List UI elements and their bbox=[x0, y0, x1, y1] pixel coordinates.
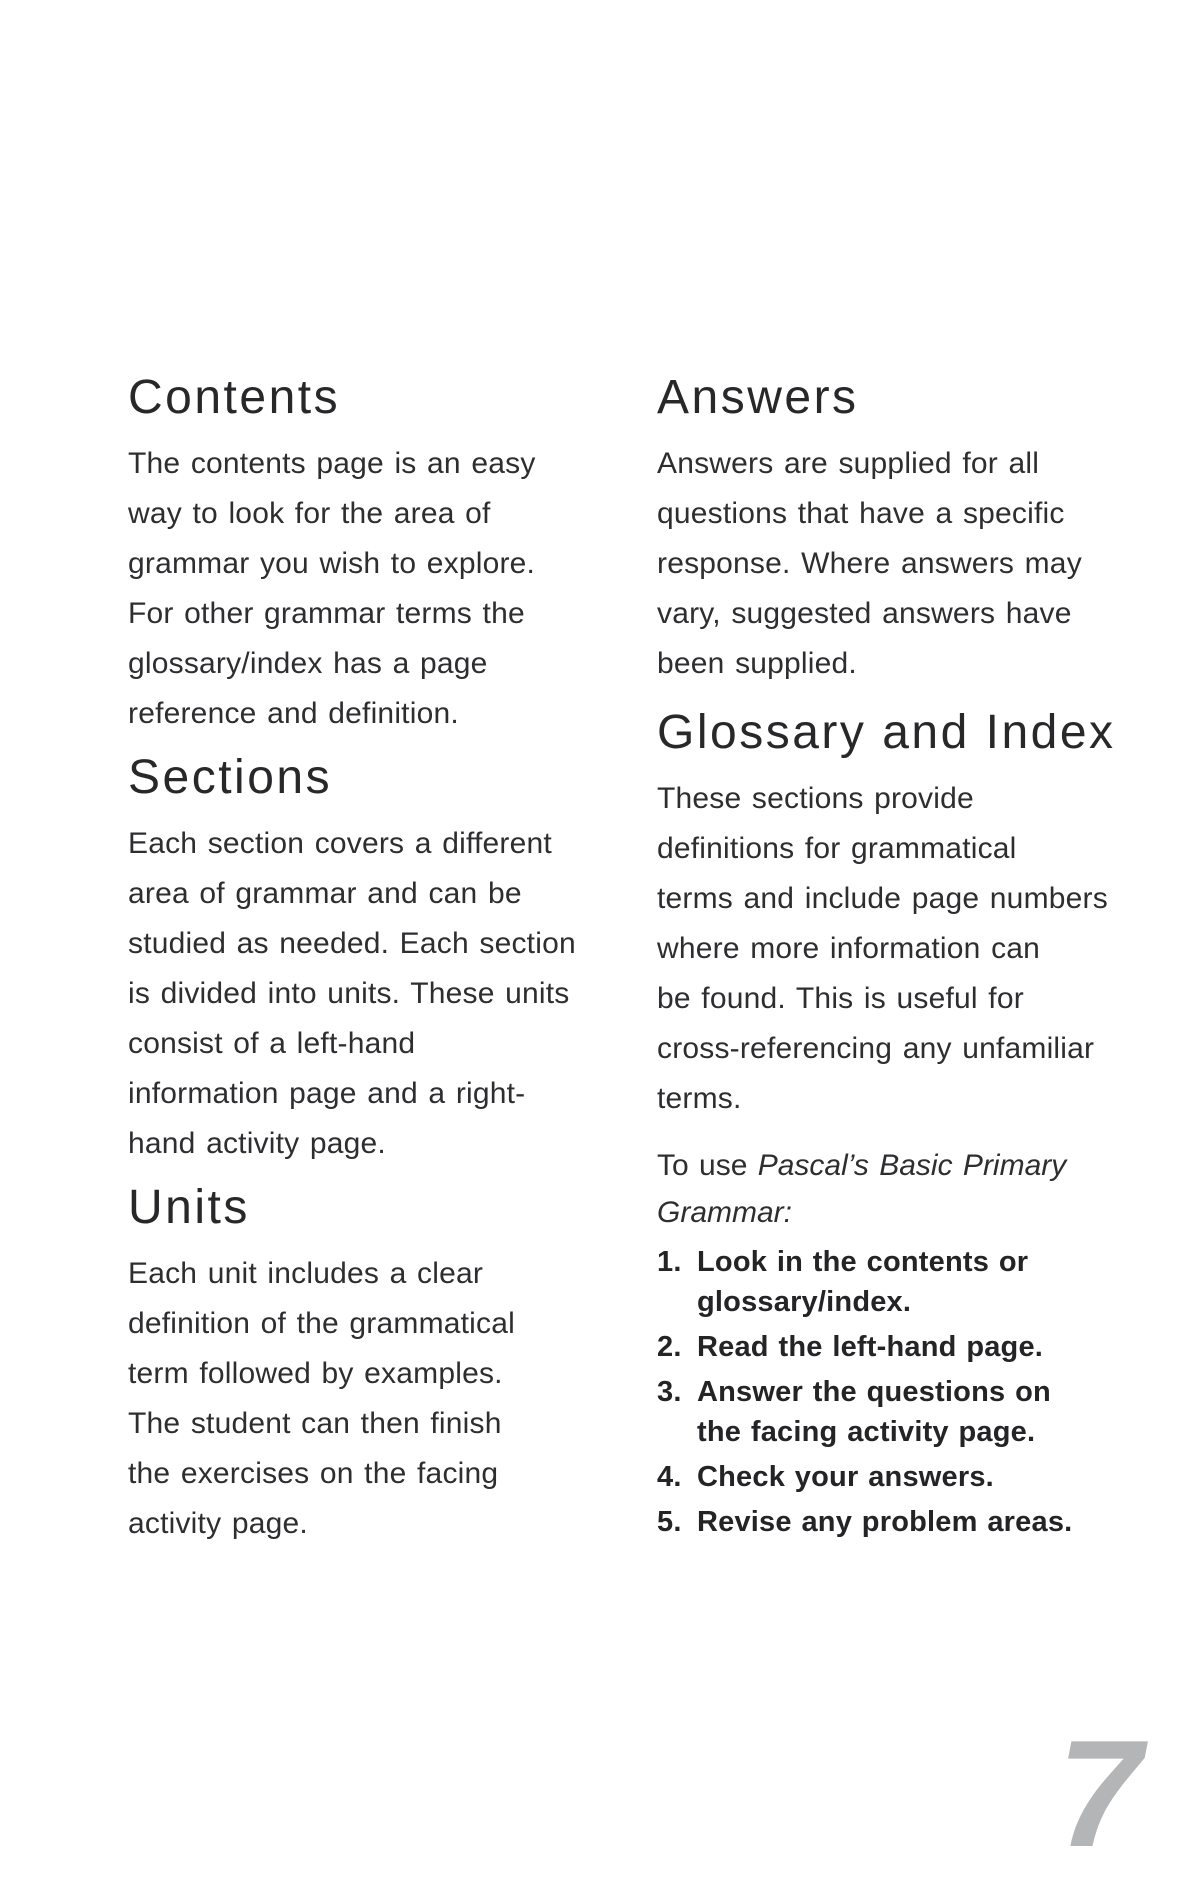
text-line: cross-referencing any unfamiliar bbox=[657, 1032, 1095, 1065]
text-line: Check your answers. bbox=[697, 1461, 994, 1493]
usage-step bbox=[657, 1502, 1127, 1542]
text-line: The student can then finish bbox=[128, 1407, 502, 1440]
usage-intro-book-title: Pascal’s Basic Primary bbox=[757, 1149, 1067, 1182]
units-heading: Units bbox=[128, 1181, 250, 1234]
text-line: grammar you wish to explore. bbox=[128, 547, 536, 580]
text-line: activity page. bbox=[128, 1507, 308, 1540]
text-line: Answers are supplied for all bbox=[657, 447, 1040, 480]
text-line: The contents page is an easy bbox=[128, 447, 536, 480]
step-text bbox=[697, 1242, 1028, 1322]
step-number: 3. bbox=[657, 1376, 682, 1408]
right-column bbox=[657, 372, 1127, 1547]
left-column bbox=[128, 372, 580, 1549]
section-sections bbox=[128, 752, 580, 1169]
text-line: consist of a left-hand bbox=[128, 1027, 416, 1060]
page-number: 7 bbox=[1057, 1709, 1142, 1879]
text-line: where more information can bbox=[657, 932, 1041, 965]
text-line: Answer the questions on bbox=[697, 1376, 1051, 1408]
text-line: glossary/index has a page bbox=[128, 647, 488, 680]
text-line: Revise any problem areas. bbox=[697, 1506, 1073, 1538]
step-number: 5. bbox=[657, 1506, 682, 1538]
text-line: For other grammar terms the bbox=[128, 597, 525, 630]
sections-heading: Sections bbox=[128, 751, 333, 804]
section-answers bbox=[657, 372, 1127, 689]
glossary-index-paragraph bbox=[657, 774, 1127, 1124]
text-line: Read the left-hand page. bbox=[697, 1331, 1044, 1363]
step-number: 2. bbox=[657, 1331, 682, 1363]
text-line: area of grammar and can be bbox=[128, 877, 522, 910]
section-glossary-index bbox=[657, 707, 1127, 1124]
usage-step bbox=[657, 1242, 1127, 1322]
text-line: hand activity page. bbox=[128, 1127, 386, 1160]
text-line: the exercises on the facing bbox=[128, 1457, 499, 1490]
text-line: information page and a right- bbox=[128, 1077, 526, 1110]
text-line: response. Where answers may bbox=[657, 547, 1082, 580]
usage-intro-normal-text: To use bbox=[657, 1149, 758, 1182]
text-line: been supplied. bbox=[657, 647, 857, 680]
text-line: Each unit includes a clear bbox=[128, 1257, 484, 1290]
usage-step bbox=[657, 1457, 1127, 1497]
text-line: definitions for grammatical bbox=[657, 832, 1017, 865]
text-line: terms and include page numbers bbox=[657, 882, 1108, 915]
step-text bbox=[697, 1457, 994, 1497]
usage-intro-line-1 bbox=[657, 1142, 1127, 1189]
step-text bbox=[697, 1502, 1072, 1542]
text-line: Each section covers a different bbox=[128, 827, 552, 860]
usage-step bbox=[657, 1372, 1127, 1452]
text-line: vary, suggested answers have bbox=[657, 597, 1072, 630]
text-line: reference and definition. bbox=[128, 697, 459, 730]
text-line: be found. This is useful for bbox=[657, 982, 1024, 1015]
text-line: These sections provide bbox=[657, 782, 974, 815]
contents-paragraph bbox=[128, 439, 580, 739]
text-line: Look in the contents or bbox=[697, 1246, 1029, 1278]
usage-steps-list bbox=[657, 1242, 1127, 1542]
usage-intro-book-title-continued: Grammar: bbox=[657, 1196, 792, 1229]
step-text bbox=[697, 1372, 1051, 1452]
units-paragraph bbox=[128, 1249, 580, 1549]
answers-paragraph bbox=[657, 439, 1127, 689]
usage-step bbox=[657, 1327, 1127, 1367]
section-contents bbox=[128, 372, 580, 739]
answers-heading: Answers bbox=[657, 371, 859, 424]
step-number: 1. bbox=[657, 1246, 682, 1278]
sections-paragraph bbox=[128, 819, 580, 1169]
text-line: term followed by examples. bbox=[128, 1357, 503, 1390]
text-line: studied as needed. Each section bbox=[128, 927, 576, 960]
step-number: 4. bbox=[657, 1461, 682, 1493]
text-line: glossary/index. bbox=[697, 1286, 912, 1318]
text-line: terms. bbox=[657, 1082, 742, 1115]
text-line: is divided into units. These units bbox=[128, 977, 570, 1010]
step-text bbox=[697, 1327, 1043, 1367]
contents-heading: Contents bbox=[128, 371, 341, 424]
glossary-index-heading: Glossary and Index bbox=[657, 706, 1116, 759]
usage-intro-line-2 bbox=[657, 1189, 1127, 1236]
text-line: definition of the grammatical bbox=[128, 1307, 515, 1340]
text-line: the facing activity page. bbox=[697, 1416, 1036, 1448]
usage-intro bbox=[657, 1142, 1127, 1236]
text-line: way to look for the area of bbox=[128, 497, 491, 530]
section-units bbox=[128, 1182, 580, 1549]
text-line: questions that have a specific bbox=[657, 497, 1065, 530]
